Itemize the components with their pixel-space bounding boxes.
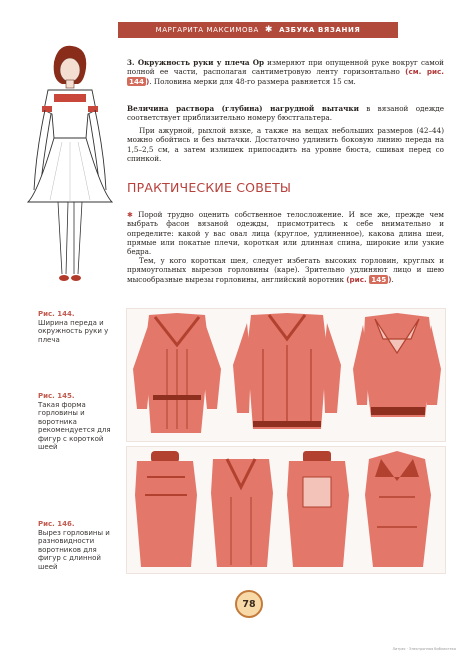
sweater-b: [211, 459, 273, 567]
figure-145-sweaters: [127, 309, 445, 441]
sweater-1: [133, 313, 221, 433]
caption-fig-144: Рис. 144. Ширина переда и окружность руки у плеча: [38, 310, 109, 344]
p3-text: При ажурной, рыхлой вязке, а также на вещах небольших размеров (42–44) можно обойтись и без вытачки. Достаточно удлинить боковую линию переда на 1,5–2,5 см, а затем излишек припосадить на уровне бюста, сшивая перед со спинкой.: [127, 126, 444, 163]
sweater-d: [365, 451, 431, 567]
tip-2-text: Тем, у кого короткая шея, следует избегать высоких горловин, круглых и прямоугольных вырезов горловины (каре). Зрительно удлиняют лицо и шею мысообразные вырезы горловины, английский воротник: [127, 256, 444, 284]
figure-146-sweaters: [127, 447, 445, 573]
tip-paragraph-2: Тем, у кого короткая шея, следует избегать высоких горловин, круглых и прямоугольных вырезов горловины (каре). Зрительно удлиняют лицо и шею мысообразные вырезы горловины, английский воротник (рис. 145 ).: [127, 256, 444, 284]
paragraph-arm-measure: 3. Окружность руки у плеча Ор измеряют при опущенной руке вокруг самой полной ее части, располагая сантиметровую ленту горизонтально (см. рис. 144 ). Половина мерки для 48-го размера равняется 15 см.: [127, 58, 444, 86]
header-title: АЗБУКА ВЯЗАНИЯ: [279, 26, 361, 34]
caption-fig-146: Рис. 146. Вырез горловины и разновидности воротников для фигур с длинной шеей: [38, 520, 110, 571]
p1-symbol: Ор: [252, 58, 265, 67]
p1-tail: Половина мерки для 48-го размера равняется 15 см.: [153, 76, 356, 86]
star-icon: ✱: [264, 24, 274, 35]
caption-fig-145: Рис. 145. Такая форма горловины и воротника рекомендуется для фигур с короткой шеей: [38, 392, 111, 451]
figure-144-woman: [18, 42, 118, 304]
running-header: [118, 22, 398, 38]
header-author: МАРГАРИТА МАКСИМОВА: [155, 26, 259, 34]
p1-text: измеряют при опущенной руке вокруг самой полной ее части, располагая сантиметровую ленту горизонтально: [127, 58, 444, 77]
fig-ref-145: (рис. 145 ): [346, 274, 392, 284]
bullet-star-icon: ✱: [127, 210, 134, 219]
tip-paragraph-1: [127, 210, 444, 256]
p1-lead: 3. Окружность руки у плеча: [127, 58, 250, 67]
figure-145-panel: [126, 308, 446, 442]
sweater-2: [233, 313, 341, 429]
p2-text: в вязаной одежде соответствует приблизительно номеру бюстгальтера.: [127, 104, 444, 123]
figure-146-panel: [126, 446, 446, 574]
sweater-a: [135, 451, 197, 567]
footer-note: Литрес · Электронная библиотека: [392, 647, 456, 651]
sweater-c: [287, 451, 349, 567]
fig-ref-144-num: 144: [129, 76, 145, 86]
section-title: ПРАКТИЧЕСКИЕ СОВЕТЫ: [127, 180, 292, 195]
paragraph-openwork: [127, 126, 444, 163]
tip-1-text: Порой трудно оценить собственное телосложение. И все же, прежде чем выбрать фасон вязаной одежды, присмотритесь к себе внимательно и определите: какой у вас овал лица (круглое, удлиненное), какова длина шеи, прямые или покатые плечи, короткая или длинная спина, широкие или узкие бедра.: [127, 210, 444, 257]
sweater-3: [353, 313, 441, 417]
fig-ref-144: (см. рис. 144 ): [129, 67, 444, 86]
p2-lead: Величина раствора (глубина) нагрудной вытачки: [127, 104, 359, 113]
page-number: 78: [235, 590, 263, 618]
paragraph-dart: [127, 104, 444, 123]
fig-ref-145-num: 145: [371, 274, 387, 284]
